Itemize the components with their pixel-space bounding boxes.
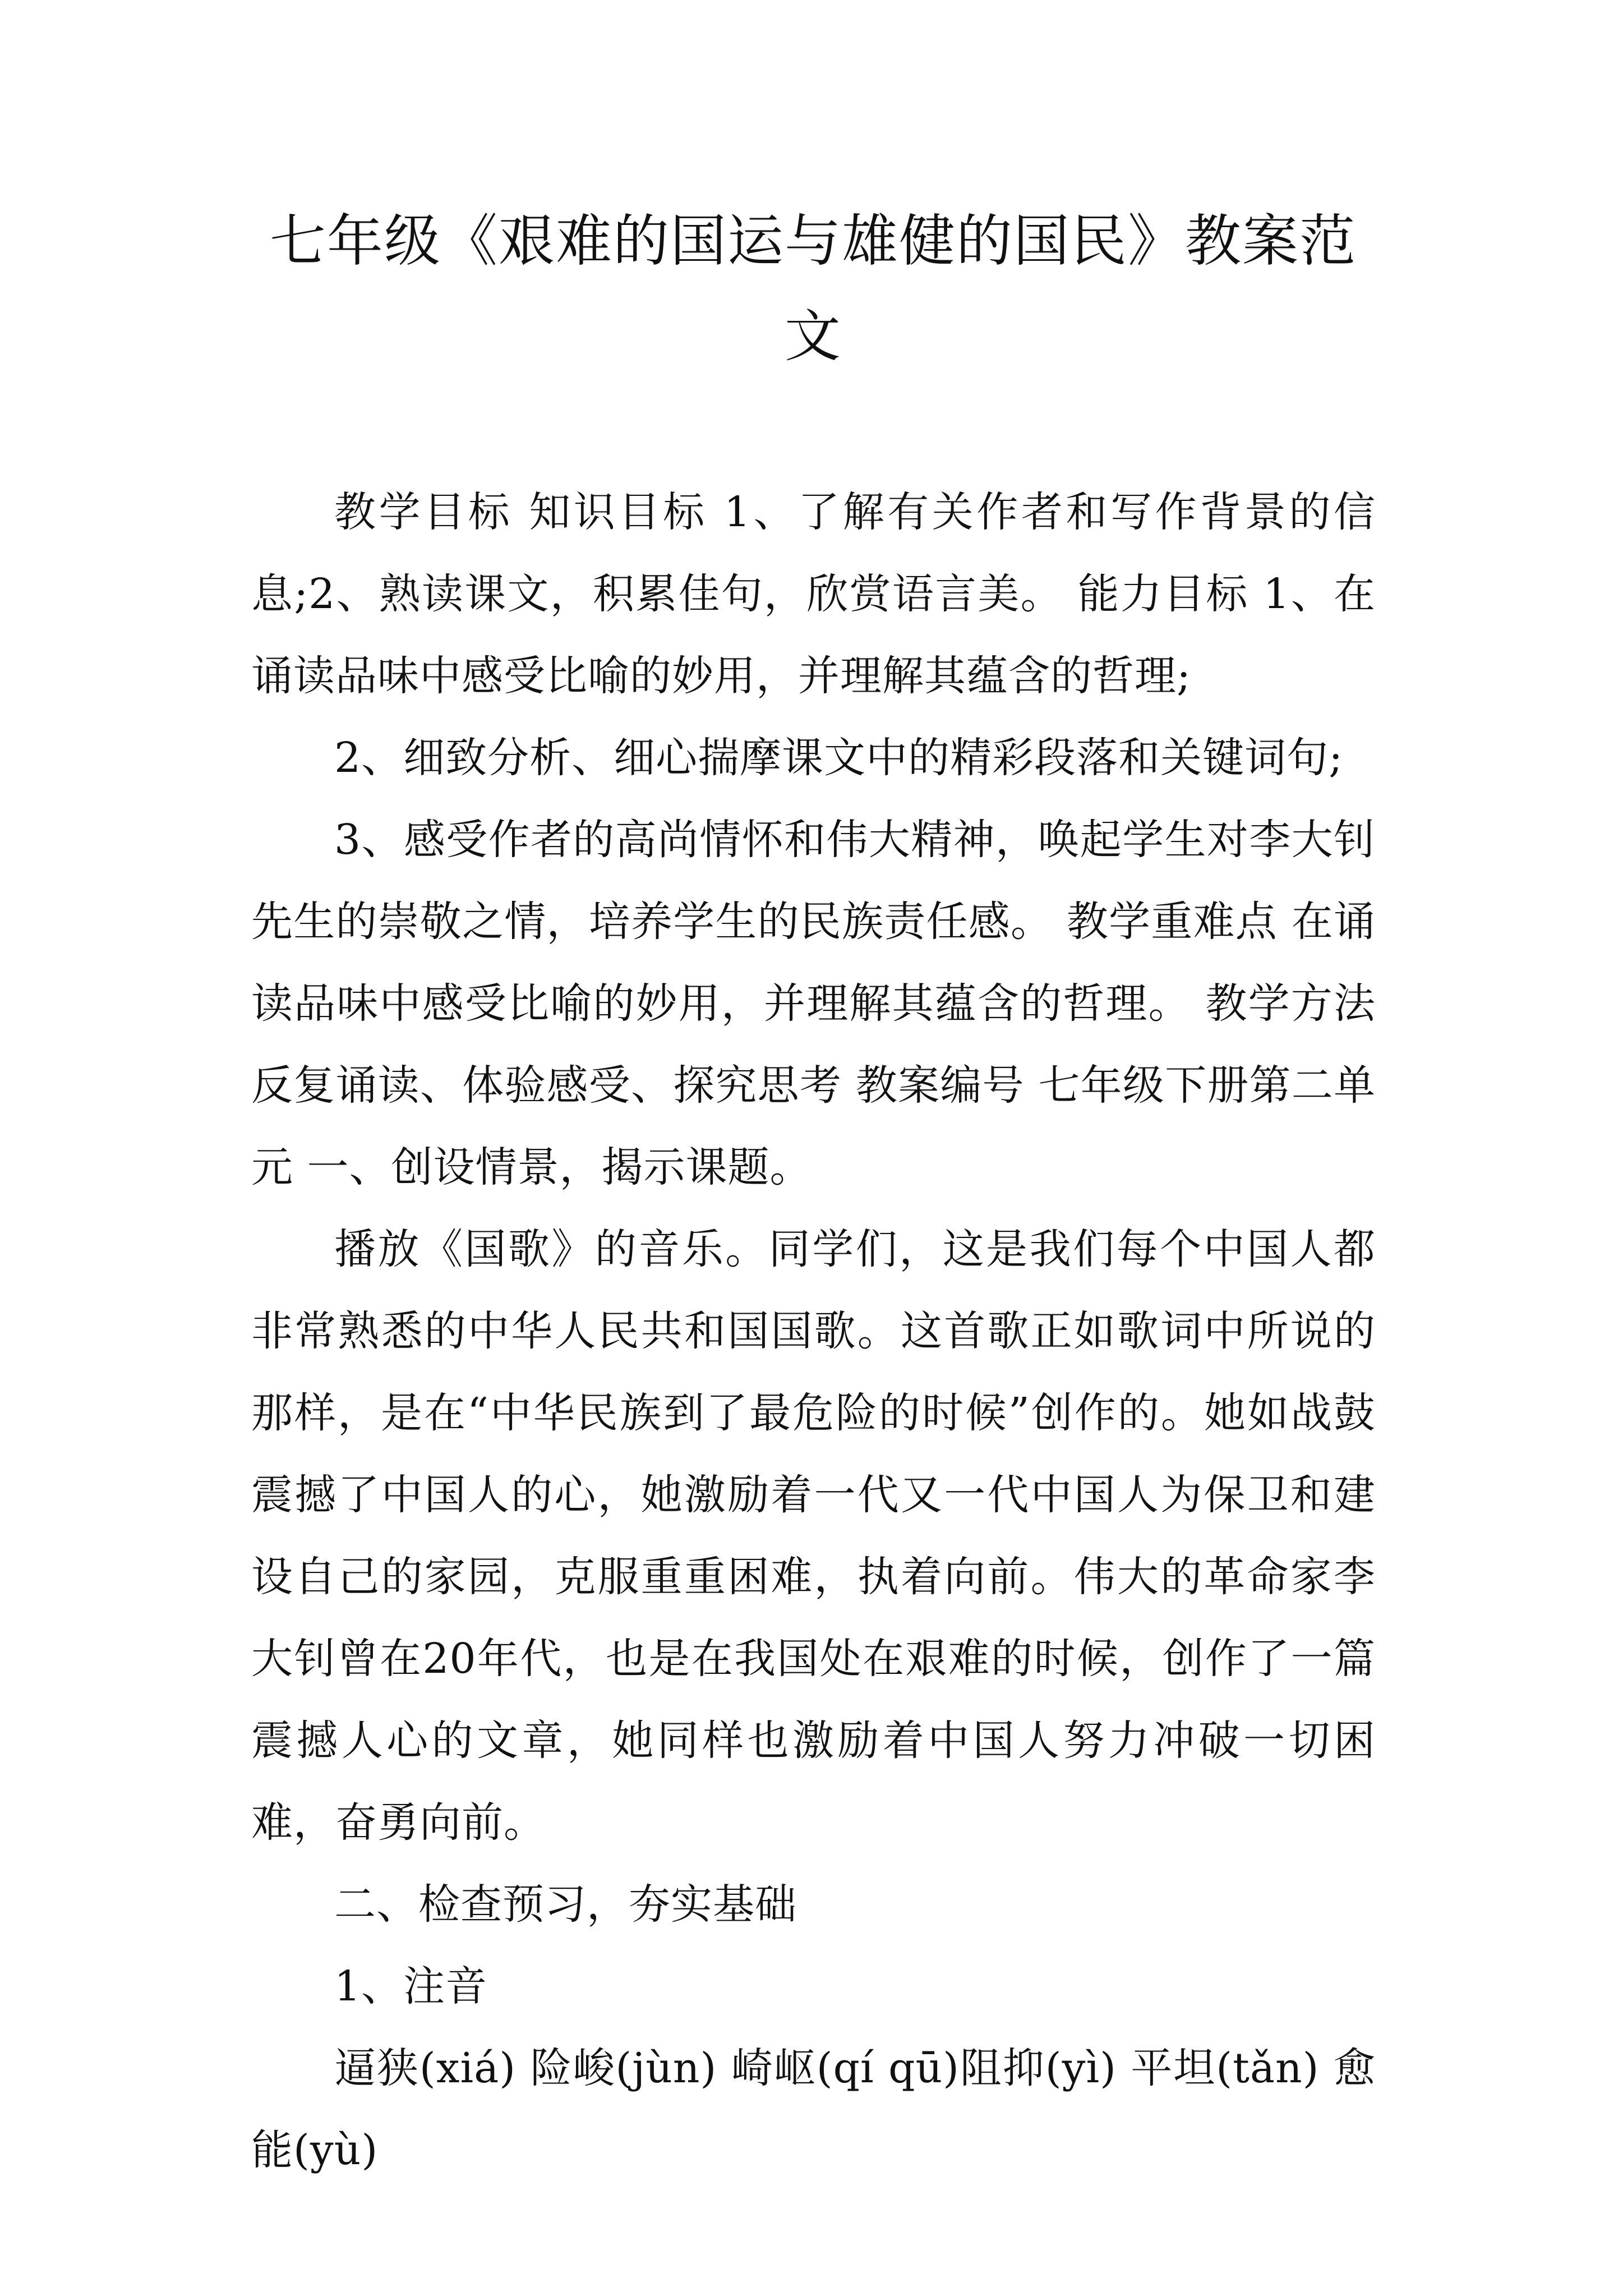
paragraph-introduction: 播放《国歌》的音乐。同学们，这是我们每个中国人都非常熟悉的中华人民共和国国歌。这首歌正如歌词中所说的那样，是在“中华民族到了最危险的时候”创作的。她如战鼓震撼了中国人的心，她激励着一代又一代中国人为保卫和建设自己的家园，克服重重困难，执着向前。伟大的革命家李大钊曾在20年代，也是在我国处在艰难的时候，创作了一篇震撼人心的文章，她同样也激励着中国人努力冲破一切困难，奋勇向前。	[251, 1225, 1376, 1847]
paragraph-analysis-goal: 2、细致分析、细心揣摩课文中的精彩段落和关键词句;	[334, 734, 1344, 782]
subheading-pronunciation: 1、注音	[334, 1962, 488, 2010]
document-body	[251, 471, 1376, 2191]
section-heading-preview: 二、检查预习，夯实基础	[334, 1880, 797, 1929]
pronunciation-list: 逼狭(xiá) 险峻(jùn) 崎岖(qí qū)阻抑(yì) 平坦(tǎn) 愈能(yù)	[251, 2044, 1376, 2174]
paragraph-teaching-goals: 教学目标 知识目标 1、了解有关作者和写作背景的信息;2、熟读课文，积累佳句，欣赏语言美。 能力目标 1、在诵读品味中感受比喻的妙用，并理解其蕴含的哲理;	[251, 488, 1376, 700]
document-title: 七年级《艰难的国运与雄健的国民》教案范文	[270, 208, 1357, 369]
paragraph-emotion-goal: 3、感受作者的高尚情怀和伟大精神，唤起学生对李大钊先生的崇敬之情，培养学生的民族责任感。 教学重难点 在诵读品味中感受比喻的妙用，并理解其蕴含的哲理。 教学方法 反复诵读、体验感受、探究思考 教案编号 七年级下册第二单元 一、创设情景，揭示课题。	[251, 816, 1376, 1191]
